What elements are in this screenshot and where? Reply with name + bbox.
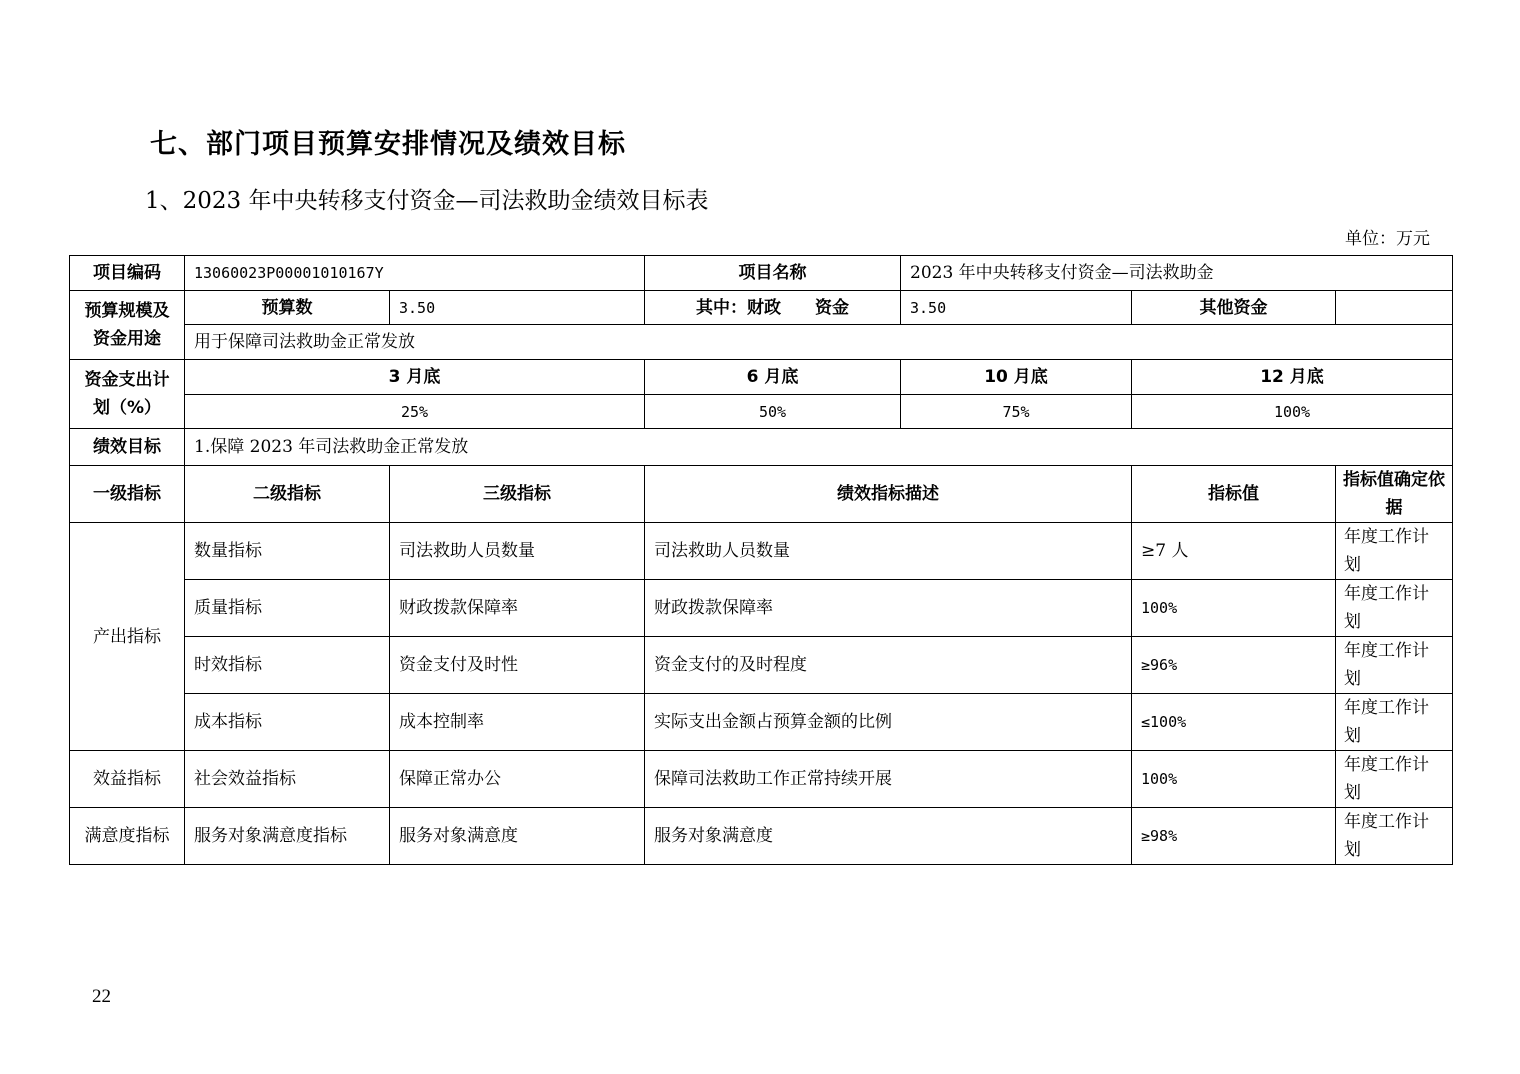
budget-num-label: 预算数 <box>185 291 390 325</box>
performance-target-table <box>69 255 1453 865</box>
description-cell: 司法救助人员数量 <box>645 523 1132 580</box>
project-name-value: 2023 年中央转移支付资金—司法救助金 <box>901 256 1453 291</box>
plan-period-row <box>70 360 1453 395</box>
basis-cell: 年度工作计划 <box>1336 637 1453 694</box>
budget-scale-label: 预算规模及资金用途 <box>70 291 185 360</box>
description-cell: 实际支出金额占预算金额的比例 <box>645 694 1132 751</box>
basis-cell: 年度工作计划 <box>1336 523 1453 580</box>
level3-cell: 资金支付及时性 <box>390 637 645 694</box>
header-level1: 一级指标 <box>70 466 185 523</box>
budget-num-value: 3.50 <box>390 291 645 325</box>
goal-label: 绩效目标 <box>70 429 185 466</box>
goal-row <box>70 429 1453 466</box>
header-description: 绩效指标描述 <box>645 466 1132 523</box>
level2-cell: 服务对象满意度指标 <box>185 808 390 865</box>
project-name-label: 项目名称 <box>645 256 901 291</box>
description-cell: 保障司法救助工作正常持续开展 <box>645 751 1132 808</box>
plan-value-oct: 75% <box>901 395 1132 429</box>
value-cell: ≤100% <box>1132 694 1336 751</box>
description-cell: 服务对象满意度 <box>645 808 1132 865</box>
spending-plan-label: 资金支出计划（%） <box>70 360 185 429</box>
level1-satisfaction: 满意度指标 <box>70 808 185 865</box>
table-row <box>70 637 1453 694</box>
goal-value: 1.保障 2023 年司法救助金正常发放 <box>185 429 1453 466</box>
table-row <box>70 694 1453 751</box>
plan-period-oct: 10 月底 <box>901 360 1132 395</box>
header-value: 指标值 <box>1132 466 1336 523</box>
level3-cell: 成本控制率 <box>390 694 645 751</box>
level2-cell: 时效指标 <box>185 637 390 694</box>
value-cell: 100% <box>1132 580 1336 637</box>
usage-row <box>70 325 1453 360</box>
level1-output: 产出指标 <box>70 523 185 751</box>
description-cell: 资金支付的及时程度 <box>645 637 1132 694</box>
plan-value-mar: 25% <box>185 395 645 429</box>
project-code-value: 13060023P00001010167Y <box>185 256 645 291</box>
level3-cell: 司法救助人员数量 <box>390 523 645 580</box>
header-level3: 三级指标 <box>390 466 645 523</box>
value-cell: ≥98% <box>1132 808 1336 865</box>
header-basis: 指标值确定依据 <box>1336 466 1453 523</box>
plan-period-jun: 6 月底 <box>645 360 901 395</box>
table-row <box>70 580 1453 637</box>
basis-cell: 年度工作计划 <box>1336 580 1453 637</box>
level2-cell: 成本指标 <box>185 694 390 751</box>
value-cell: ≥96% <box>1132 637 1336 694</box>
finance-fund-value: 3.50 <box>901 291 1132 325</box>
finance-fund-label: 其中：财政 资金 <box>645 291 901 325</box>
table-row <box>70 751 1453 808</box>
level3-cell: 保障正常办公 <box>390 751 645 808</box>
other-fund-value <box>1336 291 1453 325</box>
header-level2: 二级指标 <box>185 466 390 523</box>
plan-value-row <box>70 395 1453 429</box>
unit-label: 单位：万元 <box>1345 229 1430 249</box>
budget-row <box>70 291 1453 325</box>
plan-value-dec: 100% <box>1132 395 1453 429</box>
level2-cell: 质量指标 <box>185 580 390 637</box>
page-number: 22 <box>92 986 111 1007</box>
level3-cell: 服务对象满意度 <box>390 808 645 865</box>
plan-period-mar: 3 月底 <box>185 360 645 395</box>
level2-cell: 数量指标 <box>185 523 390 580</box>
table-subtitle: 1、2023 年中央转移支付资金—司法救助金绩效目标表 <box>145 188 709 214</box>
level3-cell: 财政拨款保障率 <box>390 580 645 637</box>
project-code-label: 项目编码 <box>70 256 185 291</box>
basis-cell: 年度工作计划 <box>1336 694 1453 751</box>
level2-cell: 社会效益指标 <box>185 751 390 808</box>
value-cell: 100% <box>1132 751 1336 808</box>
description-cell: 财政拨款保障率 <box>645 580 1132 637</box>
value-cell: ≥7 人 <box>1132 523 1336 580</box>
basis-cell: 年度工作计划 <box>1336 808 1453 865</box>
plan-value-jun: 50% <box>645 395 901 429</box>
section-title: 七、部门项目预算安排情况及绩效目标 <box>150 129 626 160</box>
table-row <box>70 808 1453 865</box>
other-fund-label: 其他资金 <box>1132 291 1336 325</box>
plan-period-dec: 12 月底 <box>1132 360 1453 395</box>
indicator-header-row <box>70 466 1453 523</box>
basis-cell: 年度工作计划 <box>1336 751 1453 808</box>
table-row <box>70 523 1453 580</box>
level1-benefit: 效益指标 <box>70 751 185 808</box>
fund-usage-value: 用于保障司法救助金正常发放 <box>185 325 1453 360</box>
project-code-row <box>70 256 1453 291</box>
